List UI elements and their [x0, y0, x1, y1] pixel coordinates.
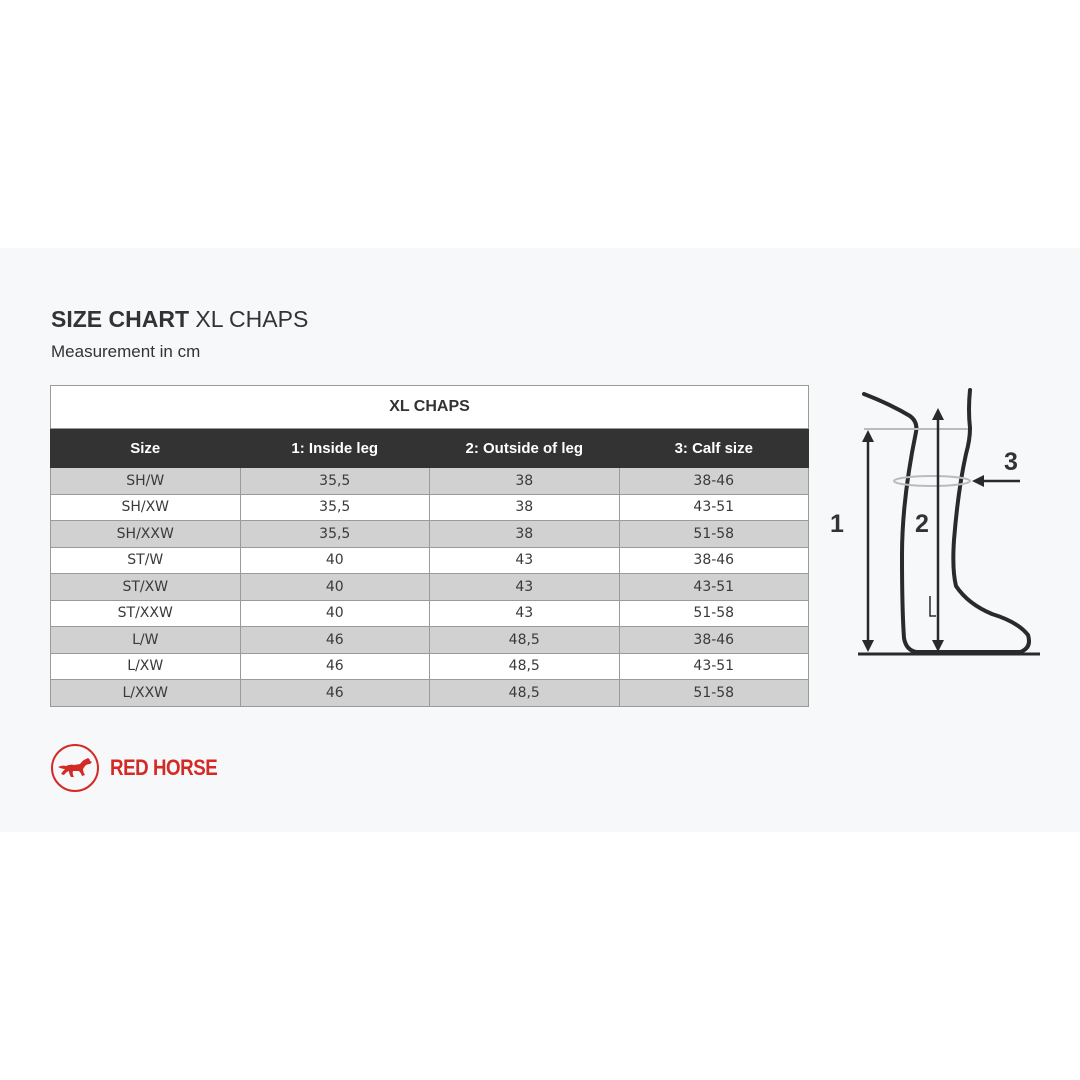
- leg-illustration: [820, 380, 1060, 670]
- seam-mark: [930, 596, 936, 616]
- cell-inside-leg: 35,5: [240, 494, 430, 521]
- cell-inside-leg: 40: [240, 600, 430, 627]
- cell-calf-size: 38-46: [619, 627, 809, 654]
- cell-outside-leg: 43: [430, 547, 620, 574]
- table-row: [51, 574, 809, 601]
- cell-inside-leg: 46: [240, 653, 430, 680]
- cell-outside-leg: 38: [430, 468, 620, 495]
- cell-inside-leg: 35,5: [240, 521, 430, 548]
- cell-outside-leg: 43: [430, 574, 620, 601]
- cell-inside-leg: 40: [240, 574, 430, 601]
- column-header-inside-leg: 1: Inside leg: [240, 429, 430, 468]
- cell-outside-leg: 48,5: [430, 627, 620, 654]
- arrow-2-head-up: [932, 408, 944, 420]
- cell-size: ST/W: [51, 547, 241, 574]
- cell-calf-size: 51-58: [619, 600, 809, 627]
- table-caption: XL CHAPS: [51, 386, 809, 429]
- measurement-label-3: 3: [1004, 448, 1018, 476]
- cell-calf-size: 38-46: [619, 468, 809, 495]
- column-header-calf-size: 3: Calf size: [619, 429, 809, 468]
- cell-calf-size: 51-58: [619, 521, 809, 548]
- page-subtitle: Measurement in cm: [51, 342, 201, 361]
- cell-calf-size: 43-51: [619, 653, 809, 680]
- cell-inside-leg: 40: [240, 547, 430, 574]
- table-row: [51, 627, 809, 654]
- measurement-label-2: 2: [915, 510, 929, 538]
- cell-calf-size: 43-51: [619, 494, 809, 521]
- brand-logo: [50, 743, 236, 793]
- table-row: [51, 547, 809, 574]
- cell-calf-size: 38-46: [619, 547, 809, 574]
- calf-ellipse: [894, 476, 970, 486]
- horse-logo-icon: [50, 743, 100, 793]
- column-header-outside-leg: 2: Outside of leg: [430, 429, 620, 468]
- cell-inside-leg: 46: [240, 627, 430, 654]
- cell-calf-size: 51-58: [619, 680, 809, 707]
- table-row: [51, 521, 809, 548]
- cell-size: L/XXW: [51, 680, 241, 707]
- cell-outside-leg: 38: [430, 521, 620, 548]
- cell-outside-leg: 48,5: [430, 680, 620, 707]
- column-header-size: Size: [51, 429, 241, 468]
- cell-outside-leg: 38: [430, 494, 620, 521]
- title-bold: SIZE CHART: [51, 306, 189, 332]
- brand-name: RED HORSE: [110, 755, 218, 780]
- cell-size: SH/W: [51, 468, 241, 495]
- page-title: [51, 306, 308, 333]
- table-row: [51, 494, 809, 521]
- table-row: [51, 680, 809, 707]
- title-rest: XL CHAPS: [195, 306, 309, 332]
- cell-size: SH/XXW: [51, 521, 241, 548]
- cell-inside-leg: 46: [240, 680, 430, 707]
- cell-inside-leg: 35,5: [240, 468, 430, 495]
- cell-calf-size: 43-51: [619, 574, 809, 601]
- arrow-1-head-up: [862, 430, 874, 442]
- table-body: [51, 468, 809, 707]
- arrow-3-head: [972, 475, 984, 487]
- table-row: [51, 600, 809, 627]
- cell-size: L/XW: [51, 653, 241, 680]
- leg-measurement-diagram: [820, 380, 1060, 670]
- cell-outside-leg: 48,5: [430, 653, 620, 680]
- size-table: [50, 385, 809, 707]
- table-row: [51, 653, 809, 680]
- arrow-1-head-down: [862, 640, 874, 652]
- cell-outside-leg: 43: [430, 600, 620, 627]
- cell-size: SH/XW: [51, 494, 241, 521]
- cell-size: ST/XXW: [51, 600, 241, 627]
- cell-size: L/W: [51, 627, 241, 654]
- measurement-label-1: 1: [830, 510, 844, 538]
- table-row: [51, 468, 809, 495]
- cell-size: ST/XW: [51, 574, 241, 601]
